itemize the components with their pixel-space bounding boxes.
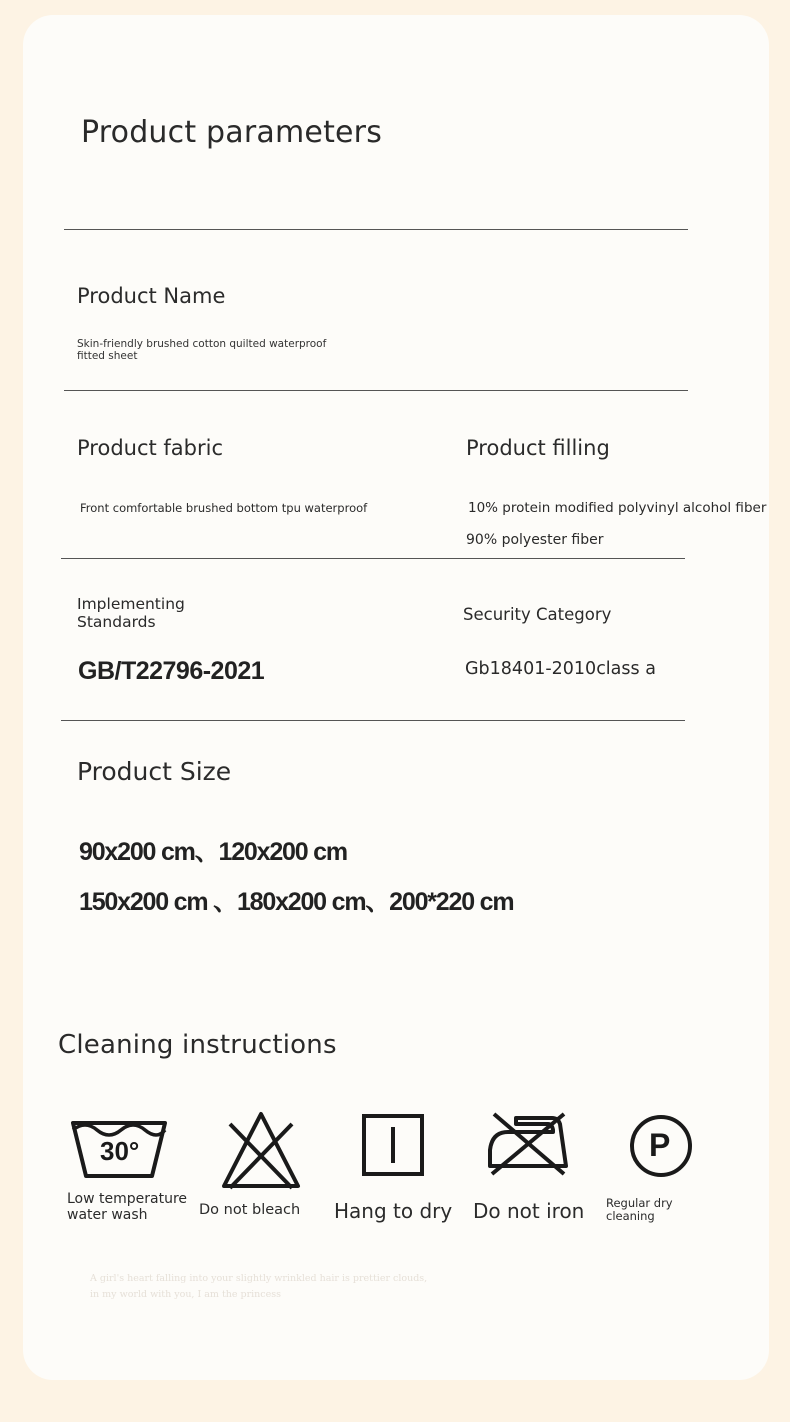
wash-label-line2: water wash <box>67 1207 148 1223</box>
standards-label-line2: Standards <box>77 613 156 631</box>
standards-label-line1: Implementing <box>77 595 185 613</box>
bleach-label: Do not bleach <box>199 1202 301 1218</box>
security-category-label: Security Category <box>463 605 612 624</box>
dryclean-label-line1: Regular dry <box>606 1196 673 1210</box>
wash-temperature: 30° <box>100 1136 140 1166</box>
do-not-iron-icon <box>486 1110 570 1176</box>
product-filling-value-line1: 10% protein modified polyvinyl alcohol fiber <box>468 500 767 516</box>
dry-cleaning-symbol: P <box>649 1127 671 1163</box>
divider <box>64 229 688 230</box>
footer-line2: in my world with you, I am the princess <box>90 1289 281 1300</box>
security-category-value: Gb18401-2010class a <box>465 659 656 679</box>
product-filling-label: Product filling <box>466 436 610 460</box>
divider <box>61 558 685 559</box>
product-name-value-line1: Skin-friendly brushed cotton quilted waterproof <box>77 338 327 350</box>
product-size-line1: 90x200 cm、120x200 cm <box>79 838 347 866</box>
low-temp-wash-icon <box>70 1118 168 1182</box>
iron-label: Do not iron <box>473 1199 585 1223</box>
product-name-label: Product Name <box>77 284 226 308</box>
page-title: Product parameters <box>81 115 383 150</box>
do-not-bleach-icon <box>220 1110 302 1190</box>
dry-label: Hang to dry <box>334 1199 453 1223</box>
cleaning-title: Cleaning instructions <box>58 1030 337 1060</box>
divider <box>64 390 688 391</box>
product-fabric-value: Front comfortable brushed bottom tpu waterproof <box>80 501 368 515</box>
product-filling-value-line2: 90% polyester fiber <box>466 532 604 548</box>
dry-cleaning-icon <box>630 1115 694 1179</box>
wash-label-line1: Low temperature <box>67 1191 188 1207</box>
divider <box>61 720 685 721</box>
product-size-line2: 150x200 cm 、180x200 cm、200*220 cm <box>79 888 514 916</box>
product-size-label: Product Size <box>77 757 232 786</box>
dryclean-label-line2: cleaning <box>606 1209 655 1223</box>
standards-value: GB/T22796-2021 <box>78 657 265 685</box>
footer-line1: A girl's heart falling into your slightly wrinkled hair is prettier clouds, <box>90 1273 428 1284</box>
product-name-value-line2: fitted sheet <box>77 350 138 362</box>
product-fabric-label: Product fabric <box>77 436 224 460</box>
hang-to-dry-icon <box>361 1113 425 1177</box>
